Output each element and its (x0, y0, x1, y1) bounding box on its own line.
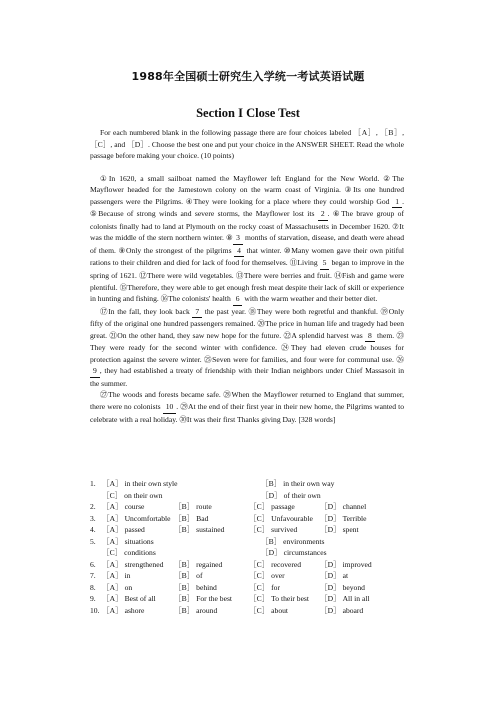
option-b: ［B］ sustained (174, 525, 225, 535)
passage-paragraph-3 (90, 389, 404, 425)
indent-spacer (90, 547, 102, 559)
question-row-continued (90, 490, 410, 502)
option-d: ［D］ spent (320, 525, 359, 535)
option-c: ［C］ on their own (102, 490, 163, 500)
question-number: 7. (90, 571, 96, 581)
option-d: ［D］ beyond (320, 582, 365, 592)
option-b: ［B］ behind (174, 582, 217, 592)
option-d: ［D］ improved (320, 559, 372, 569)
option-a: ［A］ strengthened (102, 559, 164, 569)
section-heading: Section I Close Test (196, 106, 300, 120)
option-c: ［C］ survived (249, 525, 298, 535)
option-c: ［C］ recovered (249, 559, 302, 569)
option-c: ［C］ over (249, 571, 285, 581)
option-c: ［C］ for (249, 582, 281, 592)
question-row-continued (90, 547, 410, 559)
question-number: 3. (90, 513, 96, 523)
option-a: ［A］ Best of all (102, 594, 156, 604)
question-number: 4. (90, 525, 96, 535)
blank-1: 1 (392, 196, 402, 209)
option-b: ［B］ of (174, 571, 203, 581)
option-d: ［D］ at (320, 571, 349, 581)
option-a: ［A］ ashore (102, 606, 145, 616)
passage-text: , they had established a treaty of friendship with their Indian neighbors under Chief Massasoit in the summer. (90, 366, 404, 388)
answer-choices (90, 478, 410, 617)
blank-5: 5 (320, 257, 330, 270)
passage-text: . ⑥The brave group of colonists finally had to land at Plymouth on the rocky coast of Massachusetts in December 1620. ⑦It was the middle of the stern northern winter. ⑧ (90, 209, 404, 243)
question-row (90, 524, 410, 536)
passage-text: that winter. ⑩Many women gave their own pitiful rations to their children and died for lack of food for themselves. ⑪Living (90, 245, 404, 268)
question-number: 2. (90, 502, 96, 512)
option-d: ［D］ aboard (320, 606, 364, 616)
option-a: ［A］ in (102, 571, 131, 581)
passage-text: . ㉙At the end of their first year in their new home, the Pilgrims wanted to celebrate with a real holiday. ㉚It was their first Thanks giving Day. [328 words] (90, 402, 404, 424)
option-d: ［D］ All in all (320, 594, 370, 604)
question-row (90, 582, 410, 594)
passage-text: . ⑤Because of strong winds and severe storms, the Mayflower lost its (90, 196, 404, 219)
indent-spacer (90, 490, 102, 502)
question-row (90, 478, 410, 490)
passage-text: began to improve in the spring of 1621. ⑫There were wild vegetables. ⑬There were berries and fruit. ⑭Fish and game were plentiful. ⑮Therefore, they were able to get enough fresh meat despite their lack of skill or experience in hunting and fishing. ⑯The colonists' health (90, 258, 405, 304)
passage-paragraph-1 (90, 173, 404, 306)
question-number: 5. (90, 536, 96, 546)
question-row (90, 605, 410, 617)
passage-text: ⑰In the fall, they look back (100, 306, 190, 316)
instructions-paragraph: For each numbered blank in the following passage there are four choices labeled ［A］, ［B］, ［C］, and ［D］. Choose the best one and put your choice in the ANSWER SHEET. Read the whole passage before making your choice. (10 points) (90, 128, 404, 161)
blank-8: 8 (365, 330, 375, 343)
option-c: ［C］ about (249, 606, 289, 616)
option-a: ［A］ situations (102, 536, 154, 546)
option-d: ［D］ channel (320, 502, 367, 512)
blank-6: 6 (233, 293, 243, 306)
option-c: ［C］ passage (249, 502, 295, 512)
question-row (90, 536, 410, 548)
blank-4: 4 (234, 245, 244, 258)
option-a: ［A］ passed (102, 525, 145, 535)
option-c: ［C］ To their best (249, 594, 310, 604)
blank-7: 7 (192, 306, 202, 319)
passage-text: ㉗The woods and forests became safe. ㉘When the Mayflower returned to England that summer, there were no colonists (90, 390, 404, 412)
document-body (90, 127, 404, 425)
passage-text: ①In 1620, a small sailboat named the Mayflower left England for the New World. ②The Mayflower headed for the Jamestown colony on the warm coast of Virginia. ③Its one hundred passengers were the Pilgrims. ④They were looking for a place where they could worship God (90, 173, 404, 206)
blank-2: 2 (318, 208, 328, 221)
option-b: ［B］ environments (261, 536, 325, 546)
option-a: ［A］ course (102, 502, 145, 512)
question-number: 10. (90, 606, 100, 616)
question-number: 9. (90, 594, 96, 604)
option-a: ［A］ Uncomfortable (102, 513, 171, 523)
option-b: ［B］ regained (174, 559, 223, 569)
question-number: 1. (90, 479, 96, 488)
blank-10: 10 (163, 401, 177, 414)
question-row (90, 593, 410, 605)
question-number: 6. (90, 559, 96, 569)
option-b: ［B］ For the best (174, 594, 233, 604)
question-row (90, 570, 410, 582)
question-row (90, 559, 410, 571)
passage-text: months of starvation, disease, and death were ahead of them. ⑨Only the strongest of the pilgrims (90, 233, 405, 255)
option-c: ［C］ Unfavourable (249, 513, 313, 523)
option-b: ［B］ Bad (174, 513, 209, 523)
blank-9: 9 (90, 365, 100, 378)
passage-paragraph-2 (90, 306, 404, 390)
passage-text: the past year. ⑱They were both regretful and thankful. ⑲Only fifty of the original one hundred passengers remained. ⑳The price in human life and tragedy had been great. ㉑On the other hand, they saw new hope for the future. ㉒A splendid harvest was (90, 306, 404, 340)
option-b: ［B］ around (174, 606, 218, 616)
option-d: ［D］ circumstances (261, 548, 327, 558)
option-b: ［B］ in their own way (261, 479, 335, 488)
option-d: ［D］ Terrible (320, 513, 367, 523)
question-number: 8. (90, 582, 96, 592)
option-a: ［A］ on (102, 582, 133, 592)
option-d: ［D］ of their own (261, 490, 321, 500)
option-a: ［A］ in their own style (102, 479, 178, 488)
passage-text: with the warm weather and their better diet. (244, 294, 378, 304)
page-title: 1988年全国硕士研究生入学统一考试英语试题 (131, 70, 365, 83)
passage-text: them. ㉓They were ready for the second winter with confidence. ㉔They had eleven crude houses for protection against the severe winter. ㉕Seven were for families, and four were for communal use. ㉖ (90, 330, 404, 364)
option-c: ［C］ conditions (102, 548, 156, 558)
option-b: ［B］ route (174, 502, 212, 512)
question-row (90, 513, 410, 525)
blank-3: 3 (233, 232, 243, 245)
question-row (90, 501, 410, 513)
